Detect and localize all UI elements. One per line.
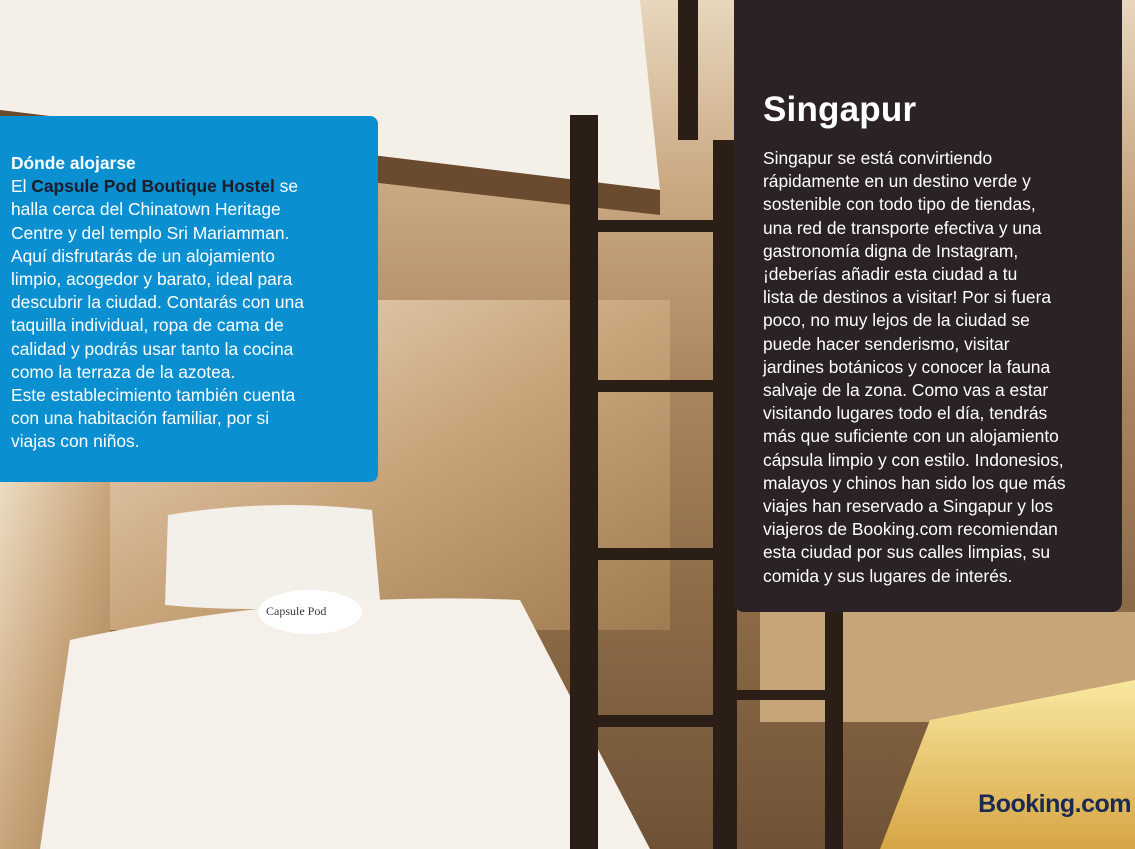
hostel-name-link[interactable]: Capsule Pod Boutique Hostel bbox=[31, 176, 275, 197]
booking-logo: Booking.com bbox=[978, 790, 1131, 818]
info-description: se halla cerca del Chinatown Heritage Centre y del templo Sri Mariamman. Aquí disfrutarás de un alojamiento limpio, acogedor y barato, ideal para descubrir la ciudad. Contarás con una taquilla individual, ropa de cama de calidad y podrás usar tanto la cocina como la terraza de la azotea. Este establecimiento también cuenta con una habitación familiar, por si viajas con niños. bbox=[11, 176, 304, 452]
destination-article-box bbox=[734, 0, 1122, 612]
accommodation-info-box bbox=[0, 116, 378, 482]
article-title: Singapur bbox=[763, 90, 917, 129]
info-body-text bbox=[11, 176, 304, 451]
info-heading: Dónde alojarse bbox=[11, 153, 136, 173]
towel-label: Capsule Pod bbox=[266, 604, 327, 618]
article-body: Singapur se está convirtiendo rápidamente en un destino verde y sostenible con todo tipo de tiendas, una red de transporte efectiva y una gastronomía digna de Instagram, ¡deberías añadir esta ciudad a tu lista de destinos a visitar! Por si fuera poco, no muy lejos de la ciudad se puede hacer senderismo, visitar jardines botánicos y conocer la fauna salvaje de la zona. Como vas a estar visitando lugares todo el día, tendrás más que suficiente con un alojamiento cápsula limpio y con estilo. Indonesios, malayos y chinos han sido los que más viajes han reservado a Singapur y los viajeros de Booking.com recomiendan esta ciudad por sus calles limpias, su comida y sus lugares de interés. bbox=[763, 148, 1066, 586]
info-intro: El bbox=[11, 176, 32, 197]
